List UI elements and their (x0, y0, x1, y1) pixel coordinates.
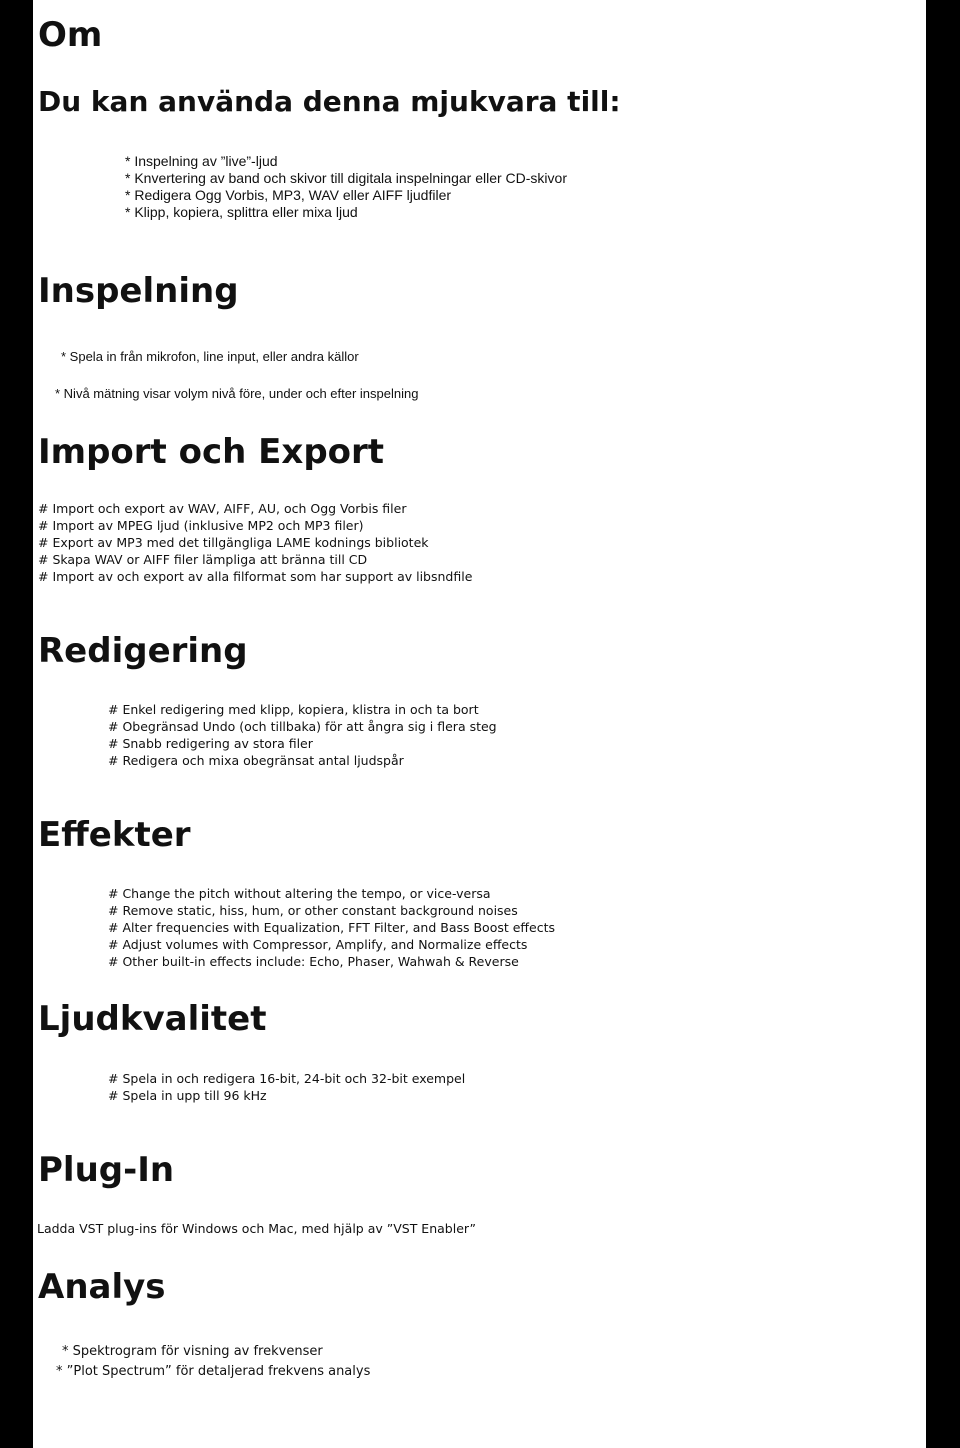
list-item: * ”Plot Spectrum” för detaljerad frekvens analys (56, 1364, 371, 1379)
section-title-redigering: Redigering (38, 631, 248, 671)
section-title-analys: Analys (38, 1267, 166, 1307)
section-title-ljudkvalitet: Ljudkvalitet (38, 999, 267, 1039)
list-item: # Export av MP3 med det tillgängliga LAME kodnings bibliotek (38, 535, 429, 550)
list-item: # Other built-in effects include: Echo, Phaser, Wahwah & Reverse (108, 954, 519, 969)
list-item: * Klipp, kopiera, splittra eller mixa ljud (125, 204, 358, 220)
document-page (33, 0, 926, 1448)
section-title-effekter: Effekter (38, 815, 191, 855)
list-item: # Import och export av WAV, AIFF, AU, och Ogg Vorbis filer (38, 501, 407, 516)
page-title: Om (38, 15, 103, 55)
list-item: # Adjust volumes with Compressor, Amplify, and Normalize effects (108, 937, 528, 952)
list-item: * Nivå mätning visar volym nivå före, under och efter inspelning (55, 386, 419, 401)
intro-heading: Du kan använda denna mjukvara till: (38, 85, 621, 118)
list-item: # Change the pitch without altering the tempo, or vice-versa (108, 886, 491, 901)
om-list (125, 153, 567, 221)
list-item: * Redigera Ogg Vorbis, MP3, WAV eller AIFF ljudfiler (125, 187, 452, 203)
list-item: * Knvertering av band och skivor till digitala inspelningar eller CD-skivor (125, 170, 567, 186)
list-item: * Spela in från mikrofon, line input, eller andra källor (61, 349, 359, 364)
plugin-text: Ladda VST plug-ins för Windows och Mac, med hjälp av ”VST Enabler” (37, 1221, 477, 1236)
list-item: * Spektrogram för visning av frekvenser (62, 1344, 323, 1359)
list-item: # Snabb redigering av stora filer (108, 736, 313, 751)
list-item: # Alter frequencies with Equalization, FFT Filter, and Bass Boost effects (108, 920, 556, 935)
list-item: # Import av och export av alla filformat som har support av libsndfile (38, 569, 473, 584)
list-item: * Inspelning av ”live”-ljud (125, 153, 278, 169)
list-item: # Import av MPEG ljud (inklusive MP2 och MP3 filer) (38, 518, 364, 533)
section-title-inspelning: Inspelning (38, 271, 239, 311)
ljudkvalitet-list (108, 1070, 465, 1104)
list-item: # Redigera och mixa obegränsat antal ljudspår (108, 753, 404, 768)
section-title-import-export: Import och Export (38, 432, 385, 472)
list-item: # Obegränsad Undo (och tillbaka) för att ångra sig i flera steg (108, 719, 497, 734)
redigering-list (108, 701, 497, 769)
effekter-list (108, 885, 555, 970)
list-item: # Skapa WAV or AIFF filer lämpliga att bränna till CD (38, 552, 368, 567)
list-item: # Remove static, hiss, hum, or other constant background noises (108, 903, 518, 918)
list-item: # Spela in och redigera 16-bit, 24-bit och 32-bit exempel (108, 1071, 466, 1086)
section-title-plugin: Plug-In (38, 1150, 175, 1190)
import-export-list (38, 500, 472, 585)
list-item: # Spela in upp till 96 kHz (108, 1088, 267, 1103)
list-item: # Enkel redigering med klipp, kopiera, klistra in och ta bort (108, 702, 479, 717)
